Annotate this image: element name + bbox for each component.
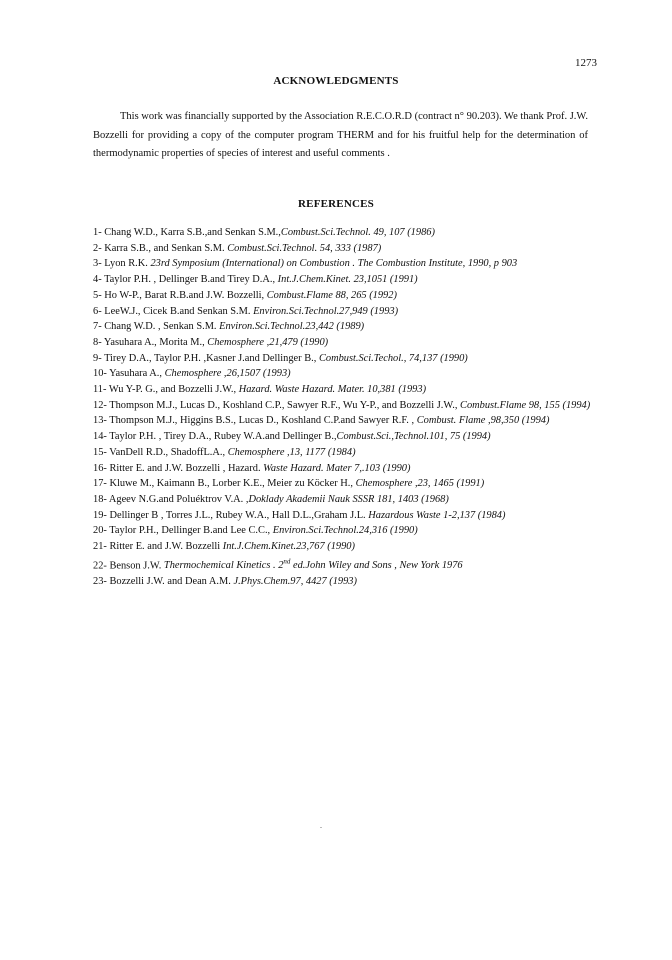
reference-source: Combust.Sci.Techol., 74,137 (1990) [318,352,468,364]
references-heading: REFERENCES [298,198,374,210]
reference-source: Environ.Sci.Technol.23,442 (1989) [219,321,365,333]
reference-authors: 11- Wu Y-P. G., and Bozzelli J.W., [93,384,239,396]
reference-item [93,429,591,445]
reference-item [93,555,591,574]
acknowledgments-text [93,108,588,164]
reference-item [93,319,591,335]
reference-authors: 15- VanDell R.D., ShadoffL.A., [93,446,228,458]
reference-authors: 8- Yasuhara A., Morita M., [93,336,208,348]
reference-source: Waste Hazard. Mater 7,.103 (1990) [263,462,411,474]
reference-item [93,241,591,257]
reference-authors: 20- Taylor P.H., Dellinger B.and Lee C.C., [93,525,273,537]
reference-source: Combust.Sci.Technol. 49, 107 (1986) [280,227,435,238]
reference-item [93,351,591,367]
reference-source: Thermochemical Kinetics . 2nd ed.John Wiley and Sons , New York 1976 [163,557,463,572]
reference-source: Hazard. Waste Hazard. Mater. 10,381 (1993) [238,384,427,396]
reference-item [93,476,591,492]
reference-source: Chemosphere ,26,1507 (1993) [164,368,291,380]
reference-authors: 7- Chang W.D. , Senkan S.M. [93,321,220,333]
reference-authors: 22- Benson J.W. [93,560,164,572]
ordinal-suffix: nd [283,557,291,566]
reference-item [93,492,591,508]
reference-authors: 5- Ho W-P., Barat R.B.and J.W. Bozzelli, [93,289,267,301]
reference-authors: 21- Ritter E. and J.W. Bozzelli [93,541,223,553]
reference-authors: 4- Taylor P.H. , Dellinger B.and Tirey D.A., [93,274,278,286]
reference-item [93,256,591,272]
reference-source: Environ.Sci.Technol.27,949 (1993) [253,305,399,317]
reference-list [93,225,591,590]
reference-authors: 6- LeeW.J., Cicek B.and Senkan S.M. [93,305,254,317]
reference-authors: 12- Thompson M.J., Lucas D., Koshland C.P., Sawyer R.F., Wu Y-P., and Bozzelli J.W., [93,399,461,411]
reference-source: 23rd Symposium (International) on Combustion . The Combustion Institute, 1990, p 903 [150,258,518,270]
reference-item [93,413,591,429]
reference-item [93,523,591,539]
reference-authors: 10- Yasuhara A., [93,368,165,380]
reference-source: Combust. Flame ,98,350 (1994) [416,415,550,427]
reference-item [93,225,591,241]
reference-item [93,461,591,477]
acknowledgments-heading: ACKNOWLEDGMENTS [273,75,399,87]
reference-item [93,366,591,382]
reference-authors: 18- Ageev N.G.and Poluéktrov V.A. , [93,493,249,505]
reference-item [93,382,591,398]
reference-source: Int.J.Chem.Kinet.23,767 (1990) [222,541,355,553]
reference-item [93,539,591,555]
reference-source: Chemosphere ,23, 1465 (1991) [355,478,485,490]
reference-authors: 2- Karra S.B., and Senkan S.M. [93,242,228,254]
reference-item [93,304,591,320]
reference-source: Chemosphere ,13, 1177 (1984) [227,446,356,458]
reference-source: Combust.Sci.Technol. 54, 333 (1987) [227,242,382,254]
reference-source: J.Phys.Chem.97, 4427 (1993) [233,575,357,587]
reference-item [93,574,591,590]
reference-source: Environ.Sci.Technol.24,316 (1990) [272,525,418,537]
reference-source: Combust.Flame 88, 265 (1992) [266,289,397,301]
acknowledgments-paragraph: This work was financially supported by the Association R.E.C.O.R.D (contract n° 90.203). We thank Prof. J.W. Bozzelli for providing a copy of the computer program THERM and for his fruitful help for the determination of thermodynamic properties of species of interest and useful comments . [93,111,588,159]
reference-item [93,272,591,288]
reference-item [93,445,591,461]
reference-authors: 16- Ritter E. and J.W. Bozzelli , Hazard. [93,462,264,474]
reference-source: Combust.Sci.,Technol.101, 75 (1994) [336,431,491,443]
reference-source: Int.J.Chem.Kinet. 23,1051 (1991) [277,274,418,286]
reference-source: Hazardous Waste 1-2,137 (1984) [368,509,506,521]
reference-authors: 23- Bozzelli J.W. and Dean A.M. [93,575,234,587]
reference-source: Chemosphere ,21,479 (1990) [207,336,329,348]
reference-source: Doklady Akademii Nauk SSSR 181, 1403 (1968) [248,493,449,505]
reference-item [93,288,591,304]
reference-item [93,398,591,414]
reference-authors: 14- Taylor P.H. , Tirey D.A., Rubey W.A.and Dellinger B., [93,431,337,443]
reference-authors: 3- Lyon R.K. [93,258,151,270]
reference-authors: 17- Kluwe M., Kaimann B., Lorber K.E., Meier zu Köcker H., [93,478,356,490]
reference-authors: 1- Chang W.D., Karra S.B.,and Senkan S.M., [93,227,281,238]
reference-authors: 13- Thompson M.J., Higgins B.S., Lucas D., Koshland C.P.and Sawyer R.F. , [93,415,417,427]
reference-item [93,508,591,524]
reference-source: Combust.Flame 98, 155 (1994) [460,399,591,411]
reference-item [93,335,591,351]
reference-authors: 9- Tirey D.A., Taylor P.H. ,Kasner J.and Dellinger B., [93,352,319,364]
page-speck [320,827,322,828]
reference-authors: 19- Dellinger B , Torres J.L., Rubey W.A., Hall D.L.,Graham J.L. [93,509,369,521]
page-number: 1273 [575,57,597,69]
